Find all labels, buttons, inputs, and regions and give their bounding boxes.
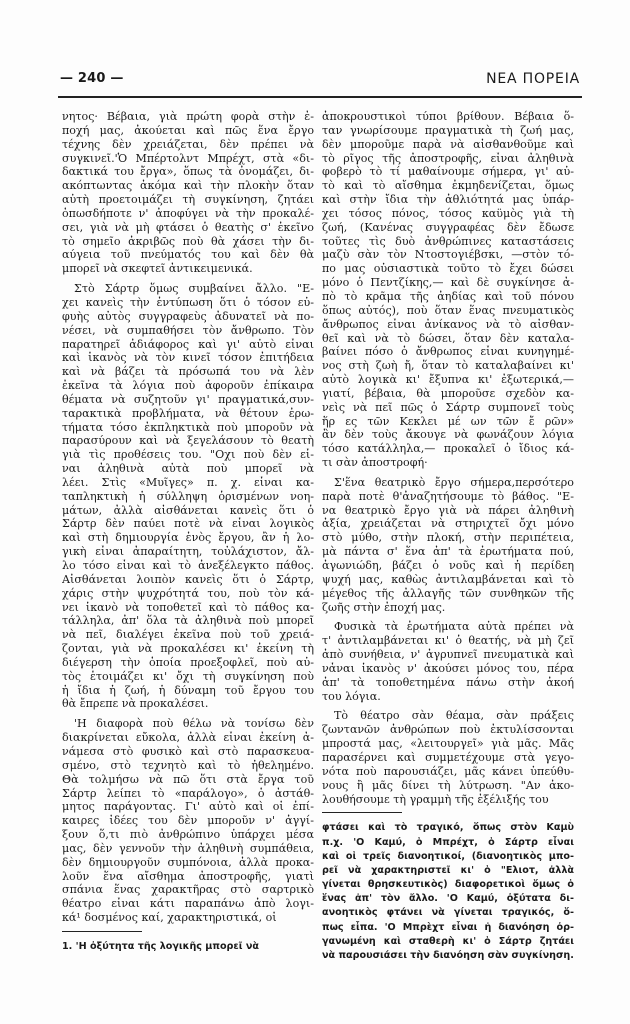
text-line: πο μας οὐσιαστικὰ τοῦτο τὸ ἔχει δώσει xyxy=(322,262,574,276)
text-line: μάτων, ἀλλὰ αἰσθάνεται κανεὶς ὅτι ὁ xyxy=(62,503,314,517)
footnote-line: γανωμένη καὶ σταθερὴ κι' ὁ Σάρτρ ζητάει xyxy=(322,935,574,947)
text-line: μόνο ὁ Πεντζίκης,— καὶ δὲ συγκίνησε ἀ- xyxy=(322,276,574,290)
text-line: θεῖ καὶ νὰ τὸ δώσει, ὅταν δὲν καταλα- xyxy=(322,331,574,345)
text-line: πὸ τὸ κρᾶμα τῆς ἀηδίας καὶ τοῦ πόνου xyxy=(322,289,574,303)
text-line: στὸ μύθο, στὴν πλοκή, στὴν περιπέτεια, xyxy=(322,531,574,545)
text-line: διακρίνεται εὔκολα, ἀλλὰ εἶναι ἐκείνη ἀ- xyxy=(62,731,314,745)
text-line: ὅπως αὐτός), ποὺ ὅταν ἕνας πνευματικὸς xyxy=(322,303,574,317)
page-number: — 240 — xyxy=(60,71,124,86)
text-line: παρὰ ποτὲ θ'ἀναζητήσουμε τὸ βάθος. "Ε- xyxy=(322,489,574,503)
footnote-line: καὶ οἱ τρεῖς διανοητικοί, (διανοητικὸς μπο- xyxy=(322,850,574,862)
text-line: νους ἢ μᾶς δίνει τὴ λύτρωση. "Αν ἀκο- xyxy=(322,778,574,792)
text-line: σπάνια ἕνας χαρακτῆρας στὸ σαρτρικὸ xyxy=(62,883,314,897)
text-line: νος στὴ ζωὴ ἤ, ὅταν τὸ καταλαβαίνει κι' xyxy=(322,359,574,373)
text-line: καὶ νὰ βάζει τὰ πρόσωπά του νὰ λὲν xyxy=(62,365,314,379)
text-line: χει κανεὶς τὴν ἐντύπωση ὅτι ὁ τόσον εὐ- xyxy=(62,295,314,309)
text-line: ἀξία, χρειάζεται νὰ στηριχτεῖ ὄχι μόνο xyxy=(322,517,574,531)
text-line: νἆναι ἱκανὸς ν' ἀκούσει μόνος του, πέρα xyxy=(322,661,574,675)
text-line: παρασύρουν καὶ νὰ ξεγελάσουν τὸ θεατὴ xyxy=(62,434,314,448)
text-line: τ' ἀντιλαμβάνεται κι' ὁ θεατής, νὰ μὴ ζεῖ xyxy=(322,634,574,648)
footnote-line: π.χ. 'Ο Καμύ, ὁ Μπρέχτ, ὁ Σάρτρ εἶναι xyxy=(322,836,574,848)
text-line: μητος παράγοντας. Γι' αὐτὸ καὶ οἱ ἐπί- xyxy=(62,800,314,814)
text-line: τοῦτες τὶς δυὸ ἀνθρώπινες καταστάσεις xyxy=(322,234,574,248)
text-line: καὶ στὴν ἴδια τὴν ἀθλιότητά μας ὑπάρ- xyxy=(322,193,574,207)
text-line: γιατί, βέβαια, θὰ μποροῦσε σχεδὸν κα- xyxy=(322,386,574,400)
text-line: τέχνης δὲν χρειάζεται, δὲν πρέπει νὰ xyxy=(62,137,314,151)
paragraph xyxy=(322,620,574,703)
text-line: βαίνει πόσο ὁ ἄνθρωπος εἶναι κυνηγημέ- xyxy=(322,345,574,359)
text-line: τὸ καὶ τὸ αἴσθημα ἐκμηδενίζεται, ὅμως xyxy=(322,179,574,193)
text-line: ἀποκρουστικοὶ τύποι βρίθουν. Βέβαια ὅ- xyxy=(322,110,574,123)
footnote-rule xyxy=(322,812,402,813)
text-line: αύγεια τοῦ πνεύματός του καὶ δὲν θὰ xyxy=(62,248,314,262)
journal-title: ΝΕΑ ΠΟΡΕΙΑ xyxy=(486,71,580,87)
footnote-line: ἕνας ἀπ' τὸν ἄλλο. 'Ο Καμύ, ὀξύτατα δι- xyxy=(322,893,574,905)
text-line: καὶ στὴ δημιουργία ἑνὸς ἔργου, ἂν ἡ λο- xyxy=(62,531,314,545)
text-line: τὸς ἑτοιμάζει κι' ὄχι τὴ συγκίνηση ποὺ xyxy=(62,669,314,683)
text-line: γιὰ τὶς προθέσεις του. "Οχι ποὺ δὲν εἶ- xyxy=(62,448,314,462)
text-line: θέματα νὰ συζητοῦν γι' πραγματικά,συν- xyxy=(62,392,314,406)
text-line: τήματα τόσο ἐκπληκτικὰ ποὺ μποροῦν νὰ xyxy=(62,420,314,434)
text-line: Τὸ θέατρο σὰν θέαμα, σὰν πράξεις xyxy=(334,709,574,723)
text-line: φυὴς αὐτὸς συγγραφεὺς ἀδυνατεῖ νὰ πο- xyxy=(62,309,314,323)
text-line: νὰ πεῖ, διαλέγει ἐκεῖνα ποὺ τοῦ χρειά- xyxy=(62,628,314,642)
text-line: Θὰ τολμήσω νὰ πῶ ὅτι στὰ ἔργα τοῦ xyxy=(62,772,314,786)
text-line: ἡ ἴδια ἡ ζωή, ἡ δύναμη τοῦ ἔργου του xyxy=(62,683,314,697)
text-line: 'Η διαφορὰ ποὺ θέλω νὰ τονίσω δὲν xyxy=(74,717,314,731)
text-line: δὲν δημιουργοῦν συμπόνοια, ἀλλὰ προκα- xyxy=(62,855,314,869)
text-line: τι σὰν ἀποστροφή· xyxy=(322,456,428,470)
text-line: αὐτὴ προετοιμάζει τὴ συγκίνηση, ζητάει xyxy=(62,193,314,207)
text-line: ακόπτωντας ἀκόμα καὶ τὴν πλοκὴν ὅταν xyxy=(62,179,314,193)
text-line: χει τόσος πόνος, τόσος καϋμὸς γιὰ τὴ xyxy=(322,206,574,220)
text-line: μπροστά μας, «λειτουργεῖ» γιὰ μᾶς. Μᾶς xyxy=(322,737,574,751)
text-line: Σάρτρ δὲν παύει ποτὲ νὰ εἶναι λογικὸς xyxy=(62,517,314,531)
text-line: λέει. Στὶς «Μυῖγες» π. χ. εἶναι κα- xyxy=(62,475,314,489)
text-line: ἀπ' τὰ τοποθετημένα πάνω στὴν ἀκοή xyxy=(322,675,574,689)
footnote-line: πως εἶπα. 'Ο Μπρὲχτ εἶναι ἡ διανόηση ὀρ- xyxy=(322,921,574,933)
text-line: μαζὺ σὰν τὸν Ντοστογιέβσκι, —στὸν τό- xyxy=(322,248,574,262)
text-line: τόσο κατάλληλα,— προκαλεῖ ὁ ἴδιος κά- xyxy=(322,442,574,456)
text-line: Στὸ Σάρτρ ὅμως συμβαίνει ἄλλο. "Ε- xyxy=(74,282,314,296)
footnote-line: ρεῖ νὰ χαρακτηριστεῖ κι' ὁ "Ελιοτ, ἀλλὰ xyxy=(322,864,574,876)
text-line: ζωντανῶν ἀνθρώπων ποὺ ἐκτυλίσσονται xyxy=(322,723,574,737)
text-line: διέγερση τὴν ὁποία προεξοφλεῖ, ποὺ αὐ- xyxy=(62,655,314,669)
text-line: Σάρτρ λείπει τὸ «παράλογο», ὁ ἀστάθ- xyxy=(62,786,314,800)
paragraph xyxy=(62,282,314,711)
text-line: συγκινεῖ.'Ὁ Μπέρτολντ Μπρέχτ, στὰ «δι- xyxy=(62,151,314,165)
text-line: νάμεσα στὸ φυσικὸ καὶ στὸ παρασκευα- xyxy=(62,744,314,758)
text-line: ταρακτικὰ προβλήματα, νὰ θέτουν ἐρω- xyxy=(62,406,314,420)
text-line: μέγεθος τῆς ἀλλαγῆς τῶν συνθηκῶν τῆς xyxy=(322,586,574,600)
text-line: Σ'ἕνα θεατρικὸ ἔργο σήμερα,περσότερο xyxy=(334,475,574,489)
text-line: καὶ ἱκανὸς νὰ τὸν κινεῖ τόσον ἐπιτήδεια xyxy=(62,351,314,365)
header-rule xyxy=(58,96,582,98)
text-line: ἀπὸ συνήθεια, ν' ἀγρυπνεῖ πνευματικὰ καὶ xyxy=(322,648,574,662)
left-column xyxy=(62,110,314,954)
text-line: του λόγια. xyxy=(322,689,381,703)
text-line: ταν γνωρίσουμε πραγματικὰ τὴ ζωή μας, xyxy=(322,123,574,137)
text-line: σμένο, στὸ τεχνητὸ καὶ τὸ ἠθελημένο. xyxy=(62,758,314,772)
footnote-rule xyxy=(62,931,142,932)
text-line: νότα ποὺ παρουσιάζει, μᾶς κάνει ὑπεύθυ- xyxy=(322,764,574,778)
paragraph xyxy=(322,709,574,806)
text-line: ψυχή μας, καθὼς ἀντιλαμβάνεται καὶ τὸ xyxy=(322,572,574,586)
text-line: παρασέρνει καὶ συμμετέχουμε στὰ γεγο- xyxy=(322,750,574,764)
page-header xyxy=(60,71,580,89)
text-line: ἂν δὲν τοὺς ἄκουγε νὰ φωνάζουν λόγια xyxy=(322,428,574,442)
text-line: ζονται, γιὰ νὰ προκαλέσει κι' ἐκείνη τὴ xyxy=(62,642,314,656)
text-line: μας, δὲν γεννοῦν τὴν ἀληθινὴ συμπάθεια, xyxy=(62,841,314,855)
text-line: νεὶς νὰ πεῖ πῶς ὁ Σάρτρ συμπονεῖ τοὺς xyxy=(322,400,574,414)
text-line: καιρες ἰδέες του δὲν μποροῦν ν' ἀγγί- xyxy=(62,814,314,828)
text-line: ποχή μας, ἀκούεται καὶ πῶς ἕνα ἔργο xyxy=(62,123,314,137)
text-line: λο τόσο εἶναι καὶ τὸ ἀνεξέλεγκτο πάθος. xyxy=(62,559,314,572)
text-line: ὁπωσδήποτε ν' ἀποφύγει νὰ τὴν προκαλέ- xyxy=(62,206,314,220)
text-line: σει, γιὰ νὰ μὴ φτάσει ὁ θεατὴς σ' ἐκεῖνο xyxy=(62,220,314,234)
footnote-line: νὰ παρουσιάσει τὴν διανόηση σὰν συγκίνηση. xyxy=(322,950,574,962)
paragraph xyxy=(62,110,314,276)
footnote-line: φτάσει καὶ τὸ τραγικό, ὅπως στὸν Καμὺ xyxy=(322,822,574,834)
footnote-line: ανοητικὸς φτάνει νὰ γίνεται τραγικός, ὅ- xyxy=(322,907,574,919)
text-line: τὸ σημεῖο ἀκριβῶς ποὺ θὰ χάσει τὴν δι- xyxy=(62,234,314,248)
text-line: θὰ ἔπρεπε νὰ προκαλέσει. xyxy=(62,697,209,711)
paragraph xyxy=(322,110,574,470)
footnote xyxy=(322,821,574,963)
text-line: να θεατρικὸ ἔργο γιὰ νὰ πάρει ἀληθινὴ xyxy=(322,503,574,517)
text-line: νέσει, νὰ συμπαθήσει τὸν ἄνθρωπο. Τὸν xyxy=(62,323,314,337)
text-line: τάλληλα, ἀπ' ὅλα τὰ ἀληθινὰ ποὺ μπορεῖ xyxy=(62,614,314,628)
text-line: δακτικά του ἔργα», ὅπως τὰ ὀνομάζει, δι- xyxy=(62,165,314,179)
text-line: χάρις στὴν ψυχρότητά του, ποὺ τὸν κά- xyxy=(62,586,314,600)
text-line: ναι ἀληθινὰ αὐτὰ ποὺ μπορεῖ νὰ xyxy=(62,462,314,476)
text-line: Αἰσθάνεται λοιπὸν κανεὶς ὅτι ὁ Σάρτρ, xyxy=(62,572,314,586)
text-line: τὸ ρῖγος τῆς ἀποστροφῆς, εἶναι ἀληθινὰ xyxy=(322,151,574,165)
text-line: ξουν ὅ,τι πιὸ ἀνθρώπινο ὑπάρχει μέσα xyxy=(62,828,314,842)
text-line: ἐκεῖνα τὰ λόγια ποὺ ἀφοροῦν ἐπίκαιρα xyxy=(62,379,314,393)
text-line: ἥρ ες τῶν Κεκλει μέ ων τῶν ἔ ρῶν» xyxy=(322,414,574,428)
footnote-line: 1. 'Η ὀξύτητα τῆς λογικῆς μπορεῖ νὰ xyxy=(62,940,259,952)
paragraph xyxy=(322,476,574,614)
text-line: ἀγωνιώδη, βάζει ὁ νοῦς καὶ ἡ περίδεη xyxy=(322,559,574,572)
text-line: Φυσικὰ τὰ ἐρωτήματα αὐτὰ πρέπει νὰ xyxy=(334,620,574,634)
right-column xyxy=(322,110,574,963)
footnote xyxy=(62,940,314,954)
text-line: ζωῆς στὴν ἐποχή μας. xyxy=(322,600,446,614)
text-line: νητος· Βέβαια, γιὰ πρώτη φορὰ στὴν ἐ- xyxy=(62,110,314,123)
paragraph xyxy=(62,717,314,925)
text-line: μπορεῖ νὰ σκεφτεῖ ἀντικειμενικά. xyxy=(62,262,253,276)
footnote-line: γίνεται θρησκευτικὸς) διαφορετικοὶ ὅμως ὁ xyxy=(322,879,574,891)
text-line: φοβερὸ τὸ τί μαθαίνουμε σήμερα, γι' αὐ- xyxy=(322,165,574,179)
text-line: δὲν μποροῦμε παρὰ νὰ αἰσθανθοῦμε καὶ xyxy=(322,137,574,151)
text-line: θέατρο εἶναι κάτι παραπάνω ἀπὸ λογι- xyxy=(62,897,314,911)
text-line: λουθήσουμε τὴ γραμμὴ τῆς ἐξέλιξής του xyxy=(322,792,549,806)
text-line: ζωή, (Κανένας συγγραφέας δὲν ἔδωσε xyxy=(322,220,574,234)
text-line: αὐτὸ λογικὰ κι' ἔξυπνα κι' ἐξωτερικά,— xyxy=(322,373,574,387)
text-line: ταπληκτικὴ ἡ σύλληψη ὁρισμένων νοη- xyxy=(62,489,314,503)
text-line: λοῦν ἕνα αἴσθημα ἀποστροφῆς, γιατὶ xyxy=(62,869,314,883)
text-line: κά¹ δοσμένος καί, χαρακτηριστικά, οἱ xyxy=(62,911,277,925)
text-line: νει ἱκανὸ νὰ τοποθετεῖ καὶ τὸ πάθος κα- xyxy=(62,600,314,614)
text-line: ἄνθρωπος εἶναι ἀνίκανος νὰ τὸ αἰσθαν- xyxy=(322,317,574,331)
text-line: μὰ πάντα σ' ἕνα ἀπ' τὰ ἐρωτήματα πού, xyxy=(322,545,574,559)
text-line: παρατηρεῖ ἀδιάφορος καὶ γι' αὐτὸ εἶναι xyxy=(62,337,314,351)
text-line: γικὴ εἶναι ἀπαραίτητη, τοὐλάχιστον, ἄλ- xyxy=(62,545,314,559)
